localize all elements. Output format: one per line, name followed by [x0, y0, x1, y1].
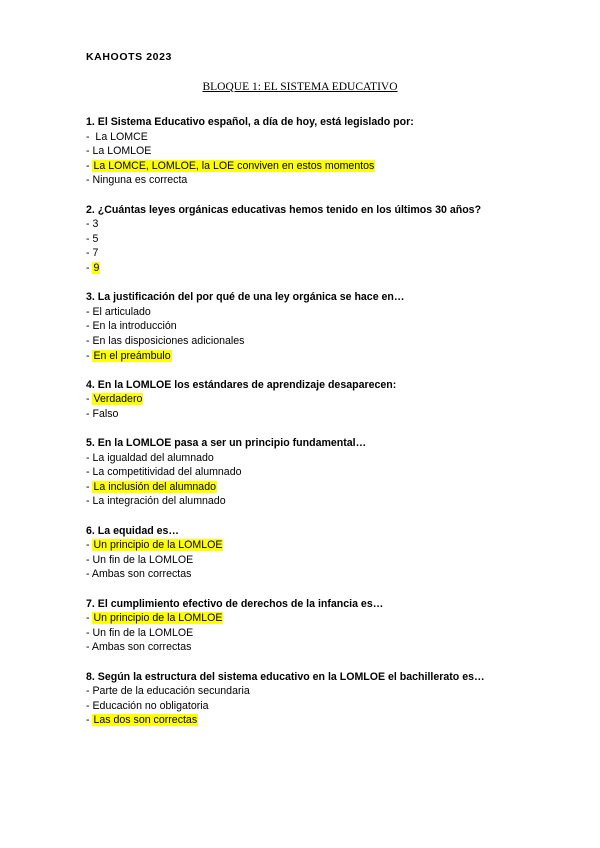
- option-bullet: -: [86, 685, 93, 698]
- option-bullet: -: [86, 495, 93, 508]
- option-bullet: -: [86, 641, 92, 654]
- answer-option-correct: [86, 538, 556, 553]
- option-label: 3: [92, 218, 99, 231]
- option-bullet: -: [86, 539, 93, 552]
- answer-option: [86, 305, 556, 320]
- option-label: Ambas son correctas: [91, 568, 192, 581]
- answer-option: [86, 684, 556, 699]
- option-label: Ambas son correctas: [91, 641, 192, 654]
- answer-option-correct: [86, 159, 556, 174]
- answer-option-correct: [86, 349, 556, 364]
- question-text: 2. ¿Cuántas leyes orgánicas educativas hemos tenido en los últimos 30 años?: [86, 203, 482, 216]
- answer-option-correct: [86, 480, 556, 495]
- question-6: [86, 524, 556, 582]
- question-8: [86, 670, 556, 728]
- option-label: Las dos son correctas: [93, 714, 198, 727]
- question-list: [86, 115, 556, 743]
- option-label: La LOMCE, LOMLOE, la LOE conviven en estos momentos: [93, 159, 375, 172]
- option-label: Parte de la educación secundaria: [92, 685, 250, 698]
- question-text: 3. La justificación del por qué de una ley orgánica se hace en…: [86, 291, 405, 304]
- option-label: En las disposiciones adicionales: [92, 334, 245, 347]
- option-label: Falso: [92, 407, 119, 420]
- option-bullet: -: [86, 451, 93, 464]
- answer-option: [86, 217, 556, 232]
- option-bullet: -: [86, 145, 93, 158]
- answer-option: [86, 130, 556, 145]
- answer-option: [86, 626, 556, 641]
- option-bullet: -: [86, 626, 93, 639]
- option-bullet: -: [86, 261, 93, 274]
- answer-option-correct: [86, 261, 556, 276]
- answer-option-correct: [86, 713, 556, 728]
- option-bullet: -: [86, 159, 93, 172]
- option-label: El articulado: [92, 305, 151, 318]
- option-bullet: -: [86, 568, 92, 581]
- option-label: La inclusión del alumnado: [93, 480, 216, 493]
- option-bullet: -: [86, 466, 93, 479]
- answer-option: [86, 494, 556, 509]
- option-bullet: -: [86, 553, 93, 566]
- option-label: Educación no obligatoria: [92, 699, 209, 712]
- option-label: 7: [92, 247, 99, 260]
- question-text: 1. El Sistema Educativo español, a día de hoy, está legislado por:: [86, 116, 414, 128]
- document-title: KAHOOTS 2023: [86, 51, 172, 63]
- option-bullet: -: [86, 247, 93, 260]
- answer-option: [86, 319, 556, 334]
- option-label: En la introducción: [92, 320, 177, 333]
- question-text: 5. En la LOMLOE pasa a ser un principio fundamental…: [86, 437, 367, 450]
- option-label: La competitividad del alumnado: [92, 466, 242, 479]
- question-text: 7. El cumplimiento efectivo de derechos de la infancia es…: [86, 597, 384, 610]
- answer-option: [86, 232, 556, 247]
- answer-option: [86, 144, 556, 159]
- option-label: Ninguna es correcta: [92, 174, 188, 187]
- answer-option: [86, 407, 556, 422]
- option-label: La LOMCE: [95, 130, 148, 143]
- question-text: 6. La equidad es…: [86, 524, 180, 537]
- question-2: [86, 203, 556, 276]
- answer-option: [86, 567, 556, 582]
- question-5: [86, 436, 556, 509]
- option-label: Un fin de la LOMLOE: [92, 626, 194, 639]
- question-7: [86, 597, 556, 655]
- option-bullet: -: [86, 334, 93, 347]
- option-label: Un principio de la LOMLOE: [93, 612, 223, 625]
- option-bullet: -: [86, 320, 93, 333]
- option-bullet: -: [86, 218, 93, 231]
- question-text: 4. En la LOMLOE los estándares de aprendizaje desaparecen:: [86, 378, 397, 391]
- answer-option: [86, 699, 556, 714]
- answer-option: [86, 451, 556, 466]
- option-label: La igualdad del alumnado: [92, 451, 214, 464]
- option-bullet: -: [86, 130, 96, 143]
- option-bullet: -: [86, 232, 93, 245]
- section-title: BLOQUE 1: EL SISTEMA EDUCATIVO: [202, 81, 398, 93]
- option-bullet: -: [86, 699, 93, 712]
- option-label: Un fin de la LOMLOE: [92, 553, 194, 566]
- option-bullet: -: [86, 349, 93, 362]
- option-bullet: -: [86, 174, 93, 187]
- option-bullet: -: [86, 612, 93, 625]
- answer-option-correct: [86, 611, 556, 626]
- answer-option: [86, 246, 556, 261]
- option-label: En el preámbulo: [93, 349, 171, 362]
- answer-option: [86, 334, 556, 349]
- answer-option-correct: [86, 392, 556, 407]
- option-bullet: -: [86, 714, 93, 727]
- option-bullet: -: [86, 480, 93, 493]
- option-label: La LOMLOE: [92, 145, 152, 158]
- question-1: [86, 115, 556, 188]
- question-4: [86, 378, 556, 422]
- option-bullet: -: [86, 305, 93, 318]
- answer-option: [86, 465, 556, 480]
- option-label: Un principio de la LOMLOE: [93, 539, 223, 552]
- option-label: La integración del alumnado: [92, 495, 226, 508]
- answer-option: [86, 173, 556, 188]
- option-label: 9: [93, 261, 100, 274]
- answer-option: [86, 553, 556, 568]
- option-label: Verdadero: [93, 393, 143, 406]
- question-3: [86, 290, 556, 363]
- option-label: 5: [92, 232, 99, 245]
- question-text: 8. Según la estructura del sistema educativo en la LOMLOE el bachillerato es…: [86, 670, 485, 683]
- answer-option: [86, 640, 556, 655]
- option-bullet: -: [86, 407, 93, 420]
- option-bullet: -: [86, 393, 93, 406]
